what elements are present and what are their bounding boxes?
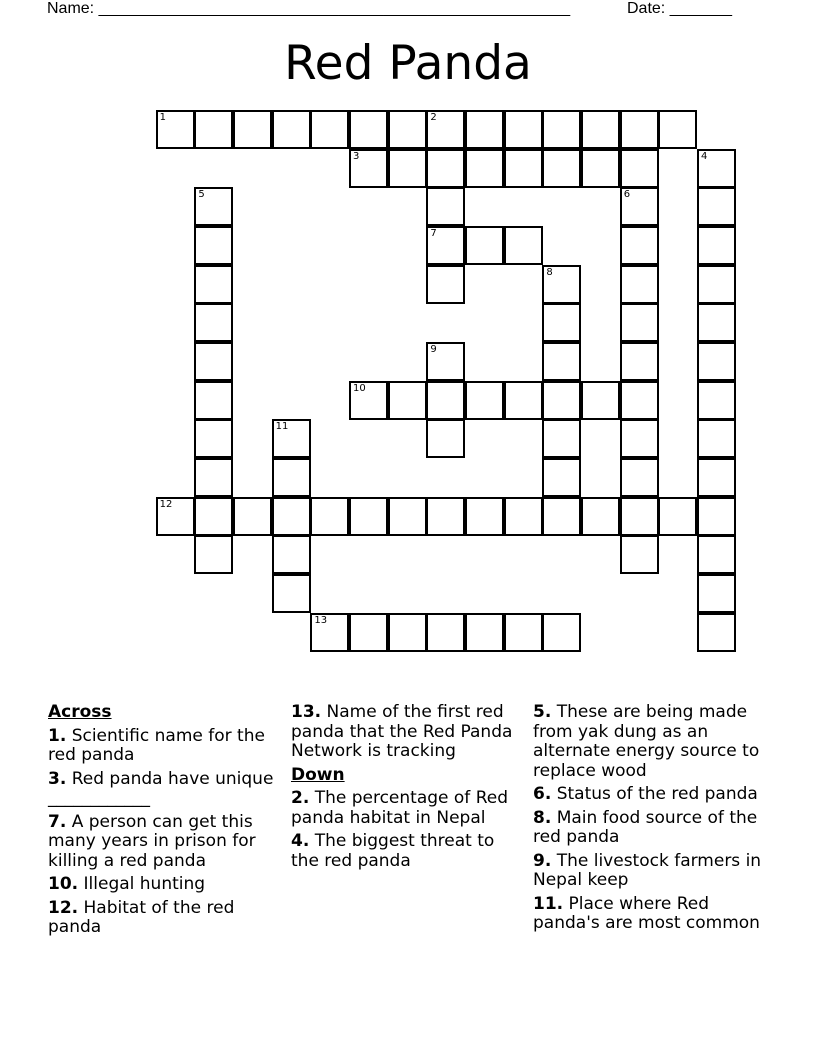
crossword-cell[interactable]	[194, 381, 233, 420]
clue-number: 12.	[48, 897, 79, 918]
crossword-cell[interactable]	[194, 342, 233, 381]
crossword-cell[interactable]	[658, 497, 697, 536]
crossword-cell[interactable]	[542, 381, 581, 420]
crossword-cell[interactable]	[697, 535, 736, 574]
crossword-cell[interactable]	[504, 110, 543, 149]
clue-number-label: 6	[623, 189, 631, 201]
crossword-cell[interactable]	[620, 342, 659, 381]
clue-number: 9.	[533, 850, 552, 871]
clue-text: Main food source of the red panda	[533, 807, 758, 847]
crossword-cell[interactable]	[620, 497, 659, 536]
crossword-cell[interactable]	[194, 303, 233, 342]
clue-number: 6.	[533, 784, 552, 804]
clue-number-label: 4	[701, 150, 708, 162]
crossword-cell[interactable]	[194, 419, 233, 458]
clue-text: Habitat of the red panda	[48, 897, 235, 937]
clue-down-5	[533, 703, 768, 781]
crossword-cell[interactable]	[272, 497, 311, 536]
crossword-cell[interactable]	[620, 110, 659, 149]
crossword-cell[interactable]	[388, 110, 427, 149]
crossword-cell[interactable]	[620, 226, 659, 265]
crossword-cell[interactable]	[697, 265, 736, 304]
crossword-cell[interactable]	[156, 110, 195, 149]
crossword-cell[interactable]	[542, 342, 581, 381]
clue-number: 3.	[48, 768, 67, 789]
clue-number-label: 11	[275, 421, 289, 433]
crossword-cell[interactable]	[194, 265, 233, 304]
clue-number-label: 12	[159, 498, 173, 510]
clue-across-10	[48, 875, 283, 895]
page-title: Red Panda	[284, 36, 532, 91]
crossword-cell[interactable]	[156, 497, 195, 536]
crossword-cell[interactable]	[620, 149, 659, 188]
crossword-cell[interactable]	[504, 613, 543, 652]
clue-text: These are being made from yak dung as an alternate energy source to replace wood	[533, 702, 760, 781]
crossword-cell[interactable]	[542, 303, 581, 342]
down-heading: Down	[291, 764, 345, 785]
crossword-cell[interactable]	[310, 110, 349, 149]
crossword-cell[interactable]	[426, 381, 465, 420]
crossword-cell[interactable]	[658, 110, 697, 149]
crossword-cell[interactable]	[349, 149, 388, 188]
crossword-cell[interactable]	[542, 613, 581, 652]
crossword-cell[interactable]	[426, 110, 465, 149]
crossword-cell[interactable]	[620, 381, 659, 420]
crossword-cell[interactable]	[194, 458, 233, 497]
crossword-cell[interactable]	[620, 458, 659, 497]
clue-number-label: 2	[430, 112, 437, 123]
crossword-cell[interactable]	[426, 497, 465, 536]
crossword-cell[interactable]	[620, 187, 659, 226]
clue-number: 10.	[48, 874, 79, 894]
crossword-cell[interactable]	[426, 613, 465, 652]
clue-number-label: 7	[430, 228, 437, 239]
crossword-cell[interactable]	[310, 497, 349, 536]
crossword-cell[interactable]	[388, 149, 427, 188]
crossword-cell[interactable]	[620, 303, 659, 342]
name-field[interactable]: Name: _____________________________________________________	[47, 0, 571, 17]
clue-text: A person can get this many years in prison for killing a red panda	[48, 811, 256, 871]
crossword-cell[interactable]	[504, 149, 543, 188]
crossword-cell[interactable]	[697, 149, 736, 188]
clue-text: Illegal hunting	[78, 874, 206, 894]
clue-across-12	[48, 899, 283, 938]
crossword-cell[interactable]	[465, 381, 504, 420]
crossword-cell[interactable]	[542, 149, 581, 188]
clue-number: 11.	[533, 893, 564, 914]
clue-down-6	[533, 785, 768, 805]
clue-across-1	[48, 727, 283, 766]
crossword-cell[interactable]	[194, 226, 233, 265]
clue-text: Red panda have unique ____________	[48, 768, 274, 808]
crossword-cell[interactable]	[349, 497, 388, 536]
clue-text: Scientific name for the red panda	[48, 725, 265, 765]
crossword-cell[interactable]	[697, 381, 736, 420]
clue-down-9	[533, 852, 768, 891]
crossword-cell[interactable]	[194, 535, 233, 574]
crossword-cell[interactable]	[465, 149, 504, 188]
crossword-cell[interactable]	[388, 613, 427, 652]
clue-text: Name of the first red panda that the Red Panda Network is tracking	[291, 702, 513, 761]
clue-number-label: 3	[353, 150, 360, 162]
crossword-cell[interactable]	[542, 110, 581, 149]
crossword-cell[interactable]	[697, 226, 736, 265]
crossword-cell[interactable]	[272, 574, 311, 613]
crossword-cell[interactable]	[233, 497, 272, 536]
crossword-cell[interactable]	[697, 342, 736, 381]
crossword-cell[interactable]	[272, 535, 311, 574]
clue-down-8	[533, 809, 768, 848]
crossword-cell[interactable]	[349, 381, 388, 420]
crossword-cell[interactable]	[272, 110, 311, 149]
clue-number-label: 9	[430, 344, 437, 356]
crossword-cell[interactable]	[697, 574, 736, 613]
date-field[interactable]: Date: _______	[627, 0, 732, 17]
across-heading: Across	[48, 702, 112, 722]
crossword-cell[interactable]	[620, 535, 659, 574]
crossword-cell[interactable]	[542, 458, 581, 497]
crossword-cell[interactable]	[697, 419, 736, 458]
crossword-cell[interactable]	[426, 342, 465, 381]
crossword-cell[interactable]	[465, 110, 504, 149]
crossword-cell[interactable]	[465, 613, 504, 652]
crossword-cell[interactable]	[310, 613, 349, 652]
crossword-cell[interactable]	[426, 187, 465, 226]
clue-number-label: 8	[546, 266, 553, 278]
clue-number: 4.	[291, 831, 310, 851]
clue-number: 1.	[48, 725, 67, 746]
crossword-cell[interactable]	[504, 226, 543, 265]
crossword-cell[interactable]	[233, 110, 272, 149]
crossword-cell[interactable]	[542, 419, 581, 458]
crossword-cell[interactable]	[542, 265, 581, 304]
crossword-cell[interactable]	[272, 419, 311, 458]
crossword-cell[interactable]	[697, 187, 736, 226]
crossword-cell[interactable]	[272, 458, 311, 497]
crossword-cell[interactable]	[388, 497, 427, 536]
clue-number: 7.	[48, 811, 67, 832]
clue-across-3	[48, 770, 283, 809]
crossword-cell[interactable]	[581, 110, 620, 149]
clue-text: The livestock farmers in Nepal keep	[533, 850, 762, 890]
crossword-cell[interactable]	[465, 497, 504, 536]
crossword-cell[interactable]	[697, 303, 736, 342]
crossword-cell[interactable]	[697, 497, 736, 536]
crossword-cell[interactable]	[426, 419, 465, 458]
crossword-cell[interactable]	[581, 497, 620, 536]
crossword-cell[interactable]	[194, 187, 233, 226]
clue-down-11	[533, 895, 768, 934]
crossword-cell[interactable]	[388, 381, 427, 420]
clue-text: The percentage of Red panda habitat in Nepal	[291, 788, 508, 828]
crossword-cell[interactable]	[349, 613, 388, 652]
clue-number-label: 5	[198, 189, 205, 201]
clue-number-label: 10	[353, 382, 366, 394]
clue-number: 5.	[533, 702, 552, 722]
crossword-cell[interactable]	[620, 265, 659, 304]
clues-column-1	[48, 703, 283, 942]
crossword-cell[interactable]	[426, 149, 465, 188]
clue-across-13	[291, 703, 526, 762]
clue-down-2	[291, 789, 526, 828]
crossword-cell[interactable]	[194, 497, 233, 536]
clue-number: 13.	[291, 702, 322, 722]
clue-down-4	[291, 832, 526, 871]
crossword-cell[interactable]	[426, 226, 465, 265]
crossword-cell[interactable]	[504, 381, 543, 420]
clue-number: 8.	[533, 807, 552, 828]
crossword-cell[interactable]	[194, 110, 233, 149]
clue-text: The biggest threat to the red panda	[291, 831, 495, 871]
clue-number: 2.	[291, 788, 310, 808]
crossword-cell[interactable]	[581, 381, 620, 420]
clue-text: Status of the red panda	[551, 784, 758, 804]
crossword-cell[interactable]	[697, 613, 736, 652]
clue-number-label: 13	[314, 614, 328, 626]
crossword-cell[interactable]	[542, 497, 581, 536]
clues-column-3	[533, 703, 768, 938]
clue-across-7	[48, 813, 283, 872]
crossword-cell[interactable]	[697, 458, 736, 497]
crossword-cell[interactable]	[504, 497, 543, 536]
crossword-cell[interactable]	[465, 226, 504, 265]
clue-number-label: 1	[159, 112, 167, 123]
crossword-cell[interactable]	[620, 419, 659, 458]
crossword-cell[interactable]	[581, 149, 620, 188]
crossword-cell[interactable]	[426, 265, 465, 304]
clues-column-2	[291, 703, 526, 875]
clue-text: Place where Red panda's are most common	[533, 893, 760, 933]
crossword-cell[interactable]	[349, 110, 388, 149]
